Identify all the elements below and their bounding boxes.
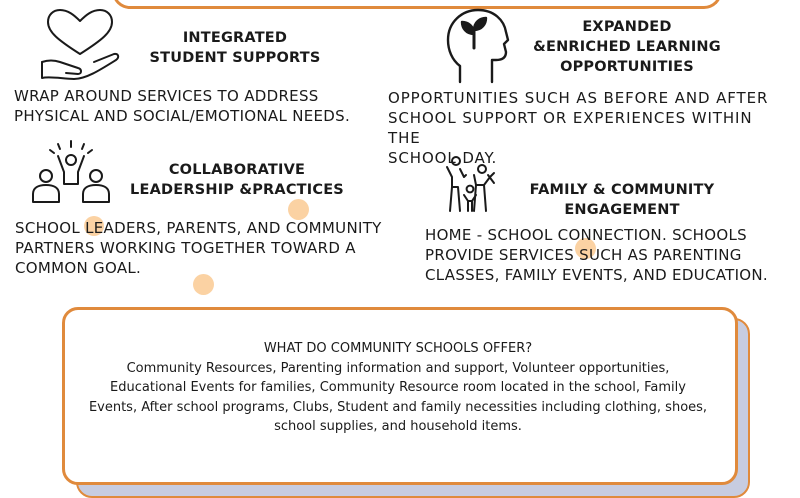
decor-dot [288,199,309,220]
offer-line: Educational Events for families, Community Resource room located in the school, Family [110,380,686,395]
team-celebrate-icon [30,140,112,204]
top-decorative-border [112,0,722,9]
offer-heading: WHAT DO COMMUNITY SCHOOLS OFFER? [263,341,533,356]
offer-line: school supplies, and household items. [274,419,522,434]
offer-box-content [78,339,718,437]
section-body-integrated: WRAP AROUND SERVICES TO ADDRESS PHYSICAL AND SOCIAL/EMOTIONAL NEEDS. [14,87,351,125]
family-icon [444,155,500,213]
offer-line: Events, After school programs, Clubs, Student and family necessities including clothing, shoes, [88,399,708,415]
head-sprout-icon [446,8,512,84]
section-title-integrated: INTEGRATED STUDENT SUPPORTS [149,30,321,66]
offer-line: Community Resources, Parenting information and support, Volunteer opportunities, [126,360,670,376]
section-title-family: FAMILY & COMMUNITY ENGAGEMENT [529,182,715,218]
section-body-collaborative: SCHOOL LEADERS, PARENTS, AND COMMUNITY PARTNERS WORKING TOGETHER TOWARD A COMMON GOAL. [15,219,382,277]
section-title-collaborative: COLLABORATIVE LEADERSHIP &PRACTICES [130,162,344,198]
section-body-expanded: OPPORTUNITIES SUCH AS BEFORE AND AFTER SCHOOL SUPPORT OR EXPERIENCES WITHIN THE SCHOOL DAY. [388,89,769,167]
section-body-family: HOME - SCHOOL CONNECTION. SCHOOLS PROVIDE SERVICES SUCH AS PARENTING CLASSES, FAMILY EVENTS, AND EDUCATION. [425,226,769,284]
heart-hand-icon [38,8,122,80]
section-title-expanded: EXPANDED &ENRICHED LEARNING OPPORTUNITIES [533,19,721,75]
